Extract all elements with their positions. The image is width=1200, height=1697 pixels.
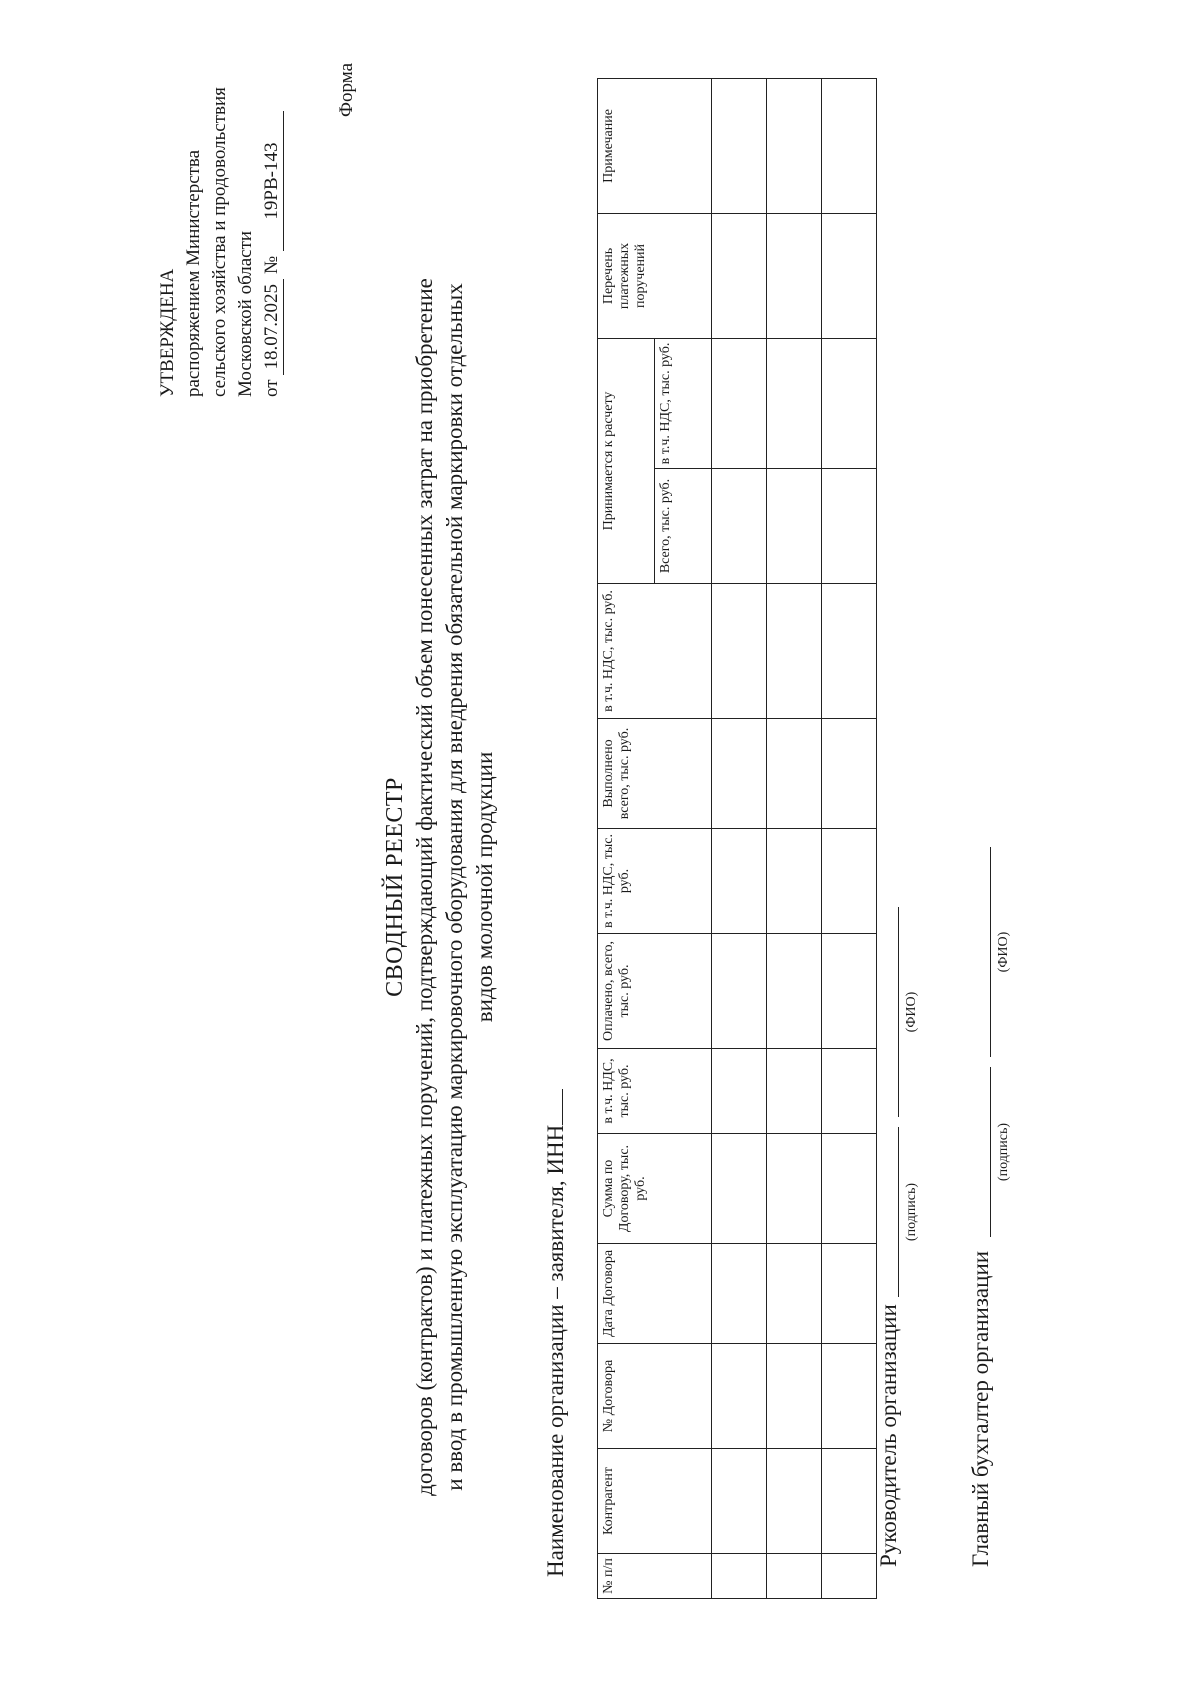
header-accepted-total: Всего, тыс. руб.: [655, 469, 712, 584]
table-cell[interactable]: [822, 469, 877, 584]
table-cell[interactable]: [712, 934, 767, 1049]
table-cell[interactable]: [712, 1344, 767, 1449]
header-paid: Оплачено, всего, тыс. руб.: [598, 934, 712, 1049]
table-cell[interactable]: [767, 1554, 822, 1599]
table-cell[interactable]: [712, 1134, 767, 1244]
header-vat-done: в т.ч. НДС, тыс. руб.: [598, 584, 712, 719]
table-cell[interactable]: [822, 719, 877, 829]
table-cell[interactable]: [767, 1344, 822, 1449]
accountant-signature-line[interactable]: [990, 1067, 991, 1237]
table-row: [767, 78, 822, 1598]
header-num: № п/п: [598, 1554, 712, 1599]
header-contract-sum: Сумма по Договору, тыс. руб.: [598, 1134, 712, 1244]
table-cell[interactable]: [767, 934, 822, 1049]
title-line-1: договоров (контрактов) и платежных поручений, подтверждающий фактический объем понесенных затрат на приобретение: [412, 278, 437, 1496]
accountant-name-caption: (ФИО): [996, 931, 1011, 973]
registry-table: [597, 78, 877, 1599]
table-cell[interactable]: [767, 78, 822, 213]
table-cell[interactable]: [712, 1449, 767, 1554]
accountant-name-line[interactable]: [990, 847, 991, 1057]
header-done: Выполнено всего, тыс. руб.: [598, 719, 712, 829]
approval-date-line: [259, 77, 285, 397]
table-cell[interactable]: [822, 934, 877, 1049]
head-signature-label: Руководитель организации: [876, 1304, 901, 1567]
header-contract-date: Дата Договора: [598, 1244, 712, 1344]
table-cell[interactable]: [822, 213, 877, 338]
table-cell[interactable]: [822, 338, 877, 468]
header-note: Примечание: [598, 78, 712, 213]
table-cell[interactable]: [712, 719, 767, 829]
table-cell[interactable]: [712, 78, 767, 213]
head-name-caption: (ФИО): [904, 991, 919, 1033]
header-payment-orders: Перечень платежных поручений: [598, 213, 712, 338]
head-signature-caption: (подпись): [904, 1182, 919, 1242]
table-cell[interactable]: [712, 584, 767, 719]
head-signature-line[interactable]: [898, 1127, 899, 1297]
approval-title: УТВЕРЖДЕНА: [157, 268, 178, 397]
table-cell[interactable]: [712, 829, 767, 934]
head-name-line[interactable]: [898, 907, 899, 1117]
table-cell[interactable]: [822, 1134, 877, 1244]
title-heading: СВОДНЫЙ РЕЕСТР: [382, 777, 408, 997]
from-label: от: [261, 379, 282, 397]
title-line-3: видов молочной продукции: [472, 751, 497, 1023]
table-cell[interactable]: [822, 829, 877, 934]
number-label: №: [261, 255, 282, 274]
form-label: Форма: [336, 62, 357, 117]
table-cell[interactable]: [822, 1449, 877, 1554]
table-row: [712, 78, 767, 1598]
table-cell[interactable]: [767, 829, 822, 934]
title-line-2: и ввод в промышленную эксплуатацию маркировочного оборудования для внедрения обязательной маркировки отдельных: [442, 283, 467, 1491]
organization-field[interactable]: [542, 1089, 563, 1125]
table-cell[interactable]: [767, 1244, 822, 1344]
accountant-signature-label: Главный бухгалтер организации: [968, 1250, 993, 1567]
table-cell[interactable]: [767, 719, 822, 829]
organization-line: [542, 1089, 569, 1577]
table-header-row: [598, 78, 655, 1598]
table-cell[interactable]: [822, 1554, 877, 1599]
table-cell[interactable]: [822, 1344, 877, 1449]
approval-line-agriculture: сельского хозяйства и продовольствия: [209, 87, 230, 397]
approval-date: 18.07.2025: [261, 279, 284, 375]
table-cell[interactable]: [712, 1049, 767, 1134]
table-cell[interactable]: [712, 213, 767, 338]
header-contract-no: № Договора: [598, 1344, 712, 1449]
table-cell[interactable]: [822, 78, 877, 213]
approval-line-ministry: распоряжением Министерства: [183, 149, 204, 397]
approval-number: 19РВ-143: [261, 111, 284, 251]
header-accepted-vat: в т.ч. НДС, тыс. руб.: [655, 338, 712, 468]
table-cell[interactable]: [712, 469, 767, 584]
table-cell[interactable]: [712, 338, 767, 468]
header-accepted: Принимается к расчету: [598, 338, 655, 583]
table-cell[interactable]: [767, 213, 822, 338]
accountant-signature-caption: (подпись): [996, 1122, 1011, 1182]
table-cell[interactable]: [822, 584, 877, 719]
document-title: [380, 237, 500, 1537]
table-cell[interactable]: [767, 584, 822, 719]
approval-block: [155, 77, 285, 397]
table-cell[interactable]: [767, 338, 822, 468]
table-cell[interactable]: [712, 1554, 767, 1599]
table-cell[interactable]: [767, 1049, 822, 1134]
table-cell[interactable]: [767, 469, 822, 584]
header-vat-paid: в т.ч. НДС, тыс. руб.: [598, 829, 712, 934]
table-cell[interactable]: [822, 1049, 877, 1134]
table-row: [822, 78, 877, 1598]
approval-line-region: Московской области: [235, 230, 256, 397]
table-cell[interactable]: [712, 1244, 767, 1344]
header-contractor: Контрагент: [598, 1449, 712, 1554]
table-cell[interactable]: [767, 1134, 822, 1244]
table-cell[interactable]: [822, 1244, 877, 1344]
header-vat-contract: в т.ч. НДС, тыс. руб.: [598, 1049, 712, 1134]
table-cell[interactable]: [767, 1449, 822, 1554]
organization-label: Наименование организации – заявителя, ИНН: [543, 1124, 568, 1577]
